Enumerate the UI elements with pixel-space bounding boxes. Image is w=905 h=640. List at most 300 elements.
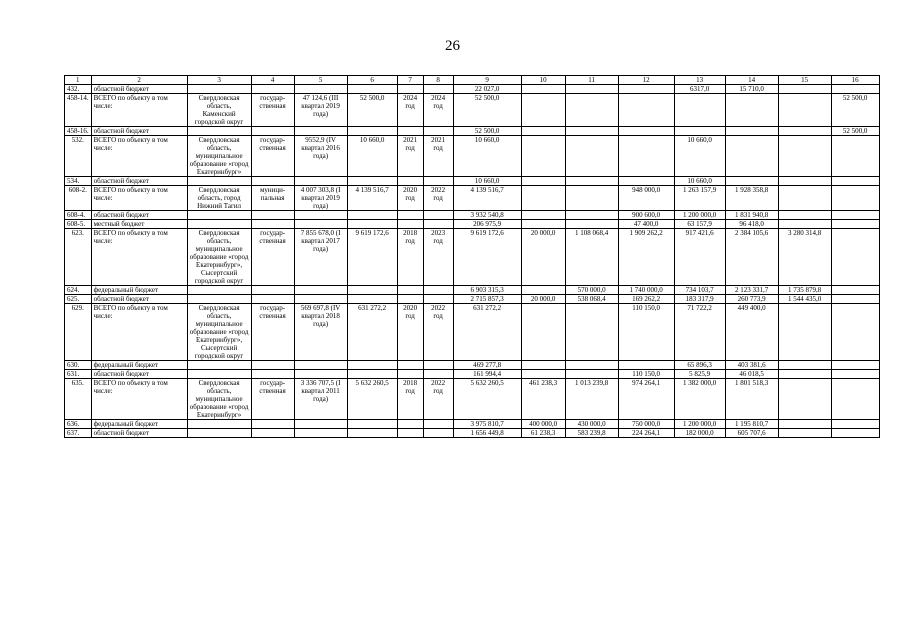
table-cell bbox=[565, 304, 618, 361]
table-cell bbox=[187, 420, 251, 429]
table-cell: 2022 год bbox=[423, 379, 453, 420]
table-cell bbox=[187, 429, 251, 438]
column-header: 3 bbox=[187, 76, 251, 85]
table-cell: 538 068,4 bbox=[565, 295, 618, 304]
table-cell bbox=[423, 286, 453, 295]
table-cell: 15 710,0 bbox=[725, 85, 778, 94]
table-cell bbox=[251, 370, 294, 379]
table-cell: 608-4. bbox=[65, 211, 92, 220]
table-cell bbox=[778, 379, 831, 420]
table-cell: ВСЕГО по объекту в том числе: bbox=[91, 304, 187, 361]
table-cell: Свердловская область, город Нижний Тагил bbox=[187, 186, 251, 211]
column-header: 6 bbox=[347, 76, 397, 85]
table-cell: ВСЕГО по объекту в том числе: bbox=[91, 136, 187, 177]
table-cell bbox=[778, 85, 831, 94]
column-header: 16 bbox=[831, 76, 879, 85]
table-cell: 1 831 940,8 bbox=[725, 211, 778, 220]
table-cell: ВСЕГО по объекту в том числе: bbox=[91, 186, 187, 211]
budget-source-row bbox=[65, 286, 880, 295]
table-cell: 2021 год bbox=[423, 136, 453, 177]
table-cell: 2021 год bbox=[397, 136, 423, 177]
table-cell: 637. bbox=[65, 429, 92, 438]
table-cell: 4 007 303,8 (I квартал 2019 года) bbox=[294, 186, 347, 211]
table-cell bbox=[347, 361, 397, 370]
table-cell: 4 139 516,7 bbox=[453, 186, 521, 211]
table-cell: Свердловская область, муниципальное образование «город Екатеринбург», Сысертский городской округ bbox=[187, 229, 251, 286]
column-header: 1 bbox=[65, 76, 92, 85]
table-cell bbox=[251, 420, 294, 429]
table-cell: 2018 год bbox=[397, 229, 423, 286]
table-cell: 630. bbox=[65, 361, 92, 370]
table-cell: областной бюджет bbox=[91, 370, 187, 379]
object-total-row bbox=[65, 186, 880, 211]
table-cell: 2020 год bbox=[397, 186, 423, 211]
table-cell: 948 000,0 bbox=[618, 186, 674, 211]
table-cell bbox=[294, 220, 347, 229]
table-cell bbox=[294, 85, 347, 94]
table-cell: 624. bbox=[65, 286, 92, 295]
table-cell bbox=[294, 127, 347, 136]
table-cell bbox=[831, 379, 879, 420]
table-cell: 1 200 000,0 bbox=[674, 211, 725, 220]
table-cell bbox=[831, 420, 879, 429]
table-cell: 631. bbox=[65, 370, 92, 379]
table-cell bbox=[521, 177, 565, 186]
table-cell: федеральный бюджет bbox=[91, 286, 187, 295]
table-cell bbox=[251, 429, 294, 438]
table-cell bbox=[521, 370, 565, 379]
table-cell: 570 000,0 bbox=[565, 286, 618, 295]
table-cell bbox=[521, 186, 565, 211]
budget-source-row bbox=[65, 295, 880, 304]
table-cell: 10 660,0 bbox=[347, 136, 397, 177]
table-cell bbox=[187, 211, 251, 220]
table-cell bbox=[778, 136, 831, 177]
table-cell bbox=[294, 211, 347, 220]
table-cell: областной бюджет bbox=[91, 177, 187, 186]
table-cell: областной бюджет bbox=[91, 295, 187, 304]
table-cell bbox=[397, 361, 423, 370]
column-header: 15 bbox=[778, 76, 831, 85]
table-cell bbox=[423, 429, 453, 438]
table-cell: 608-2. bbox=[65, 186, 92, 211]
table-cell bbox=[565, 136, 618, 177]
table-cell bbox=[251, 211, 294, 220]
table-cell: 63 157,9 bbox=[674, 220, 725, 229]
table-cell: 2024 год bbox=[423, 94, 453, 127]
table-cell: 2 123 331,7 bbox=[725, 286, 778, 295]
column-header: 13 bbox=[674, 76, 725, 85]
table-cell bbox=[831, 85, 879, 94]
column-header: 10 bbox=[521, 76, 565, 85]
table-cell bbox=[778, 370, 831, 379]
table-cell bbox=[778, 177, 831, 186]
table-cell: 631 272,2 bbox=[347, 304, 397, 361]
table-cell: 1 195 810,7 bbox=[725, 420, 778, 429]
table-cell: 2 384 105,6 bbox=[725, 229, 778, 286]
table-cell: 6 903 315,3 bbox=[453, 286, 521, 295]
table-cell bbox=[347, 127, 397, 136]
table-cell bbox=[397, 211, 423, 220]
table-cell: 10 660,0 bbox=[453, 177, 521, 186]
table-cell bbox=[778, 94, 831, 127]
table-cell: 47 124,6 (III квартал 2019 года) bbox=[294, 94, 347, 127]
page-number: 26 bbox=[445, 38, 460, 54]
table-cell bbox=[831, 177, 879, 186]
table-cell: областной бюджет bbox=[91, 429, 187, 438]
table-cell bbox=[251, 177, 294, 186]
table-cell bbox=[778, 361, 831, 370]
table-cell: государ-ственная bbox=[251, 94, 294, 127]
table-cell bbox=[565, 85, 618, 94]
budget-source-row bbox=[65, 429, 880, 438]
budget-source-row bbox=[65, 370, 880, 379]
table-cell: 22 027,0 bbox=[453, 85, 521, 94]
column-header: 5 bbox=[294, 76, 347, 85]
table-cell: 161 994,4 bbox=[453, 370, 521, 379]
table-cell: 1 740 000,0 bbox=[618, 286, 674, 295]
table-cell: 6317,0 bbox=[674, 85, 725, 94]
table-cell: 1 544 435,0 bbox=[778, 295, 831, 304]
table-cell: 458-14. bbox=[65, 94, 92, 127]
table-cell: 3 280 314,8 bbox=[778, 229, 831, 286]
table-cell bbox=[187, 220, 251, 229]
table-cell bbox=[294, 429, 347, 438]
table-cell bbox=[187, 295, 251, 304]
table-cell: 623. bbox=[65, 229, 92, 286]
table-cell bbox=[251, 85, 294, 94]
table-cell: 750 000,0 bbox=[618, 420, 674, 429]
table-cell: 1 263 157,9 bbox=[674, 186, 725, 211]
table-cell bbox=[618, 177, 674, 186]
table-cell: 52 500,0 bbox=[831, 94, 879, 127]
table-cell bbox=[778, 304, 831, 361]
table-cell: 183 317,9 bbox=[674, 295, 725, 304]
table-cell: 1 735 879,8 bbox=[778, 286, 831, 295]
table-cell bbox=[831, 136, 879, 177]
table-cell bbox=[521, 361, 565, 370]
table-cell: 2020 год bbox=[397, 304, 423, 361]
table-cell bbox=[294, 177, 347, 186]
table-cell bbox=[251, 286, 294, 295]
table-cell bbox=[423, 127, 453, 136]
table-cell: 3 932 540,8 bbox=[453, 211, 521, 220]
table-cell bbox=[423, 370, 453, 379]
table-cell bbox=[725, 127, 778, 136]
table-cell bbox=[521, 304, 565, 361]
table-cell bbox=[423, 220, 453, 229]
table-cell bbox=[831, 429, 879, 438]
table-cell bbox=[347, 370, 397, 379]
table-cell bbox=[187, 85, 251, 94]
table-cell bbox=[565, 127, 618, 136]
table-cell: 449 400,0 bbox=[725, 304, 778, 361]
table-cell: 458-16. bbox=[65, 127, 92, 136]
table-cell bbox=[423, 85, 453, 94]
table-cell bbox=[251, 361, 294, 370]
table-cell bbox=[521, 94, 565, 127]
table-cell bbox=[187, 127, 251, 136]
budget-source-row bbox=[65, 361, 880, 370]
table-cell: 224 264,1 bbox=[618, 429, 674, 438]
budget-source-row bbox=[65, 177, 880, 186]
table-cell: 469 277,8 bbox=[453, 361, 521, 370]
budget-source-row bbox=[65, 127, 880, 136]
table-cell: 2023 год bbox=[423, 229, 453, 286]
table-cell bbox=[778, 420, 831, 429]
budget-table bbox=[64, 75, 880, 438]
table-cell: 900 600,0 bbox=[618, 211, 674, 220]
table-cell bbox=[521, 85, 565, 94]
object-total-row bbox=[65, 304, 880, 361]
table-cell: областной бюджет bbox=[91, 85, 187, 94]
table-cell: 430 000,0 bbox=[565, 420, 618, 429]
table-cell bbox=[618, 136, 674, 177]
table-cell: 1 801 518,3 bbox=[725, 379, 778, 420]
table-cell: Свердловская область, муниципальное образование «город Екатеринбург» bbox=[187, 136, 251, 177]
table-cell: 3 336 707,5 (I квартал 2011 года) bbox=[294, 379, 347, 420]
table-cell: 46 018,5 bbox=[725, 370, 778, 379]
table-cell bbox=[831, 211, 879, 220]
table-cell bbox=[347, 429, 397, 438]
table-cell: 1 013 239,8 bbox=[565, 379, 618, 420]
table-cell: 52 500,0 bbox=[831, 127, 879, 136]
table-cell: 61 238,3 bbox=[521, 429, 565, 438]
table-cell: 10 660,0 bbox=[674, 136, 725, 177]
table-cell: 3 975 810,7 bbox=[453, 420, 521, 429]
table-cell: 10 660,0 bbox=[674, 177, 725, 186]
table-cell: 635. bbox=[65, 379, 92, 420]
table-cell bbox=[778, 127, 831, 136]
table-cell bbox=[251, 220, 294, 229]
table-cell: 9 619 172,6 bbox=[453, 229, 521, 286]
table-cell: 52 500,0 bbox=[347, 94, 397, 127]
table-cell: 169 262,2 bbox=[618, 295, 674, 304]
table-cell bbox=[294, 286, 347, 295]
table-cell: 5 632 260,5 bbox=[347, 379, 397, 420]
table-cell: 5 632 260,5 bbox=[453, 379, 521, 420]
table-cell bbox=[423, 211, 453, 220]
table-cell bbox=[618, 361, 674, 370]
table-cell: 2022 год bbox=[423, 186, 453, 211]
table-cell bbox=[423, 420, 453, 429]
table-cell: 9552,9 (IV квартал 2016 года) bbox=[294, 136, 347, 177]
table-cell: государ-ственная bbox=[251, 379, 294, 420]
table-cell: федеральный бюджет bbox=[91, 361, 187, 370]
table-cell bbox=[565, 370, 618, 379]
table-cell: 636. bbox=[65, 420, 92, 429]
table-cell bbox=[397, 220, 423, 229]
table-cell bbox=[521, 211, 565, 220]
table-cell bbox=[831, 229, 879, 286]
table-cell: 2018 год bbox=[397, 379, 423, 420]
table-cell: 4 139 516,7 bbox=[347, 186, 397, 211]
table-cell: государ-ственная bbox=[251, 304, 294, 361]
table-cell: государ-ственная bbox=[251, 229, 294, 286]
budget-source-row bbox=[65, 211, 880, 220]
table-cell: 71 722,2 bbox=[674, 304, 725, 361]
table-cell bbox=[347, 286, 397, 295]
table-cell: государ-ственная bbox=[251, 136, 294, 177]
table-cell: 461 238,3 bbox=[521, 379, 565, 420]
table-cell bbox=[778, 429, 831, 438]
table-cell: 629. bbox=[65, 304, 92, 361]
table-cell bbox=[347, 220, 397, 229]
table-cell: ВСЕГО по объекту в том числе: bbox=[91, 94, 187, 127]
table-cell bbox=[831, 361, 879, 370]
table-cell bbox=[347, 295, 397, 304]
table-cell: областной бюджет bbox=[91, 211, 187, 220]
table-cell: ВСЕГО по объекту в том числе: bbox=[91, 229, 187, 286]
table-cell bbox=[674, 94, 725, 127]
table-cell bbox=[294, 420, 347, 429]
table-cell: муници-пальная bbox=[251, 186, 294, 211]
table-cell bbox=[187, 286, 251, 295]
table-cell bbox=[187, 361, 251, 370]
table-cell: 569 697,8 (IV квартал 2018 года) bbox=[294, 304, 347, 361]
column-header: 8 bbox=[423, 76, 453, 85]
table-cell bbox=[397, 177, 423, 186]
column-header: 9 bbox=[453, 76, 521, 85]
table-cell: 1 382 000,0 bbox=[674, 379, 725, 420]
table-cell: 182 000,0 bbox=[674, 429, 725, 438]
table-cell: 605 707,6 bbox=[725, 429, 778, 438]
table-cell bbox=[397, 286, 423, 295]
table-cell bbox=[347, 211, 397, 220]
table-cell bbox=[725, 94, 778, 127]
table-cell bbox=[521, 220, 565, 229]
table-cell bbox=[294, 295, 347, 304]
table-cell: 2024 год bbox=[397, 94, 423, 127]
table-cell: 631 272,2 bbox=[453, 304, 521, 361]
table-cell: 2 715 857,3 bbox=[453, 295, 521, 304]
table-cell bbox=[565, 177, 618, 186]
table-cell bbox=[725, 177, 778, 186]
table-cell: 110 150,0 bbox=[618, 304, 674, 361]
table-cell bbox=[397, 370, 423, 379]
budget-source-row bbox=[65, 420, 880, 429]
table-cell: 7 855 678,0 (I квартал 2017 года) bbox=[294, 229, 347, 286]
table-cell: 1 108 068,4 bbox=[565, 229, 618, 286]
column-header: 12 bbox=[618, 76, 674, 85]
table-cell: 532. bbox=[65, 136, 92, 177]
table-cell bbox=[831, 220, 879, 229]
table-cell bbox=[397, 295, 423, 304]
table-cell bbox=[347, 85, 397, 94]
table-cell bbox=[187, 177, 251, 186]
column-header: 14 bbox=[725, 76, 778, 85]
table-cell bbox=[831, 286, 879, 295]
table-cell bbox=[618, 85, 674, 94]
table-cell bbox=[423, 177, 453, 186]
table-cell bbox=[397, 127, 423, 136]
table-cell bbox=[521, 286, 565, 295]
table-cell bbox=[778, 211, 831, 220]
table-cell bbox=[674, 127, 725, 136]
budget-source-row bbox=[65, 220, 880, 229]
table-cell: федеральный бюджет bbox=[91, 420, 187, 429]
table-cell: 96 418,0 bbox=[725, 220, 778, 229]
table-cell: 1 928 358,8 bbox=[725, 186, 778, 211]
column-header: 11 bbox=[565, 76, 618, 85]
table-cell bbox=[565, 94, 618, 127]
table-cell bbox=[618, 94, 674, 127]
table-cell: 432. bbox=[65, 85, 92, 94]
table-cell bbox=[521, 127, 565, 136]
table-cell: 2022 год bbox=[423, 304, 453, 361]
table-cell bbox=[347, 420, 397, 429]
table-cell: 400 000,0 bbox=[521, 420, 565, 429]
budget-source-row bbox=[65, 85, 880, 94]
table-cell: 47 400,0 bbox=[618, 220, 674, 229]
table-cell: 52 500,0 bbox=[453, 127, 521, 136]
table-cell: 974 264,1 bbox=[618, 379, 674, 420]
column-header: 4 bbox=[251, 76, 294, 85]
table-cell bbox=[618, 127, 674, 136]
column-header: 7 bbox=[397, 76, 423, 85]
table-cell: 608-5. bbox=[65, 220, 92, 229]
table-cell bbox=[831, 186, 879, 211]
table-cell: 20 000,0 bbox=[521, 229, 565, 286]
table-cell: Свердловская область, Каменский городской округ bbox=[187, 94, 251, 127]
table-cell bbox=[778, 186, 831, 211]
table-cell bbox=[565, 361, 618, 370]
table-cell: Свердловская область, муниципальное образование «город Екатеринбург» bbox=[187, 379, 251, 420]
table-cell: 1 656 449,8 bbox=[453, 429, 521, 438]
table-cell: 534. bbox=[65, 177, 92, 186]
table-cell bbox=[831, 370, 879, 379]
table-cell bbox=[831, 295, 879, 304]
table-cell bbox=[294, 370, 347, 379]
table-cell bbox=[565, 186, 618, 211]
table-cell bbox=[778, 220, 831, 229]
table-cell: 20 000,0 bbox=[521, 295, 565, 304]
table-cell bbox=[397, 420, 423, 429]
table-header-row bbox=[65, 76, 880, 85]
table-cell bbox=[347, 177, 397, 186]
table-cell: 403 381,6 bbox=[725, 361, 778, 370]
table-cell: Свердловская область, муниципальное образование «город Екатеринбург», Сысертский городской округ bbox=[187, 304, 251, 361]
table-cell: 260 773,9 bbox=[725, 295, 778, 304]
table-cell: 583 239,8 bbox=[565, 429, 618, 438]
table-cell: 1 200 000,0 bbox=[674, 420, 725, 429]
object-total-row bbox=[65, 94, 880, 127]
column-header: 2 bbox=[91, 76, 187, 85]
table-cell bbox=[187, 370, 251, 379]
table-cell bbox=[423, 295, 453, 304]
object-total-row bbox=[65, 229, 880, 286]
table-cell bbox=[397, 429, 423, 438]
table-cell: 52 500,0 bbox=[453, 94, 521, 127]
table-cell: местный бюджет bbox=[91, 220, 187, 229]
table-cell bbox=[725, 136, 778, 177]
object-total-row bbox=[65, 136, 880, 177]
table-cell: 917 421,6 bbox=[674, 229, 725, 286]
table-cell bbox=[521, 136, 565, 177]
table-cell bbox=[423, 361, 453, 370]
table-cell: 734 103,7 bbox=[674, 286, 725, 295]
table-cell: 110 150,0 bbox=[618, 370, 674, 379]
object-total-row bbox=[65, 379, 880, 420]
table-cell: 5 825,9 bbox=[674, 370, 725, 379]
table-cell: 1 909 262,2 bbox=[618, 229, 674, 286]
table-cell bbox=[251, 127, 294, 136]
table-cell: 10 660,0 bbox=[453, 136, 521, 177]
table-cell: 9 619 172,6 bbox=[347, 229, 397, 286]
table-cell bbox=[565, 211, 618, 220]
table-cell: 625. bbox=[65, 295, 92, 304]
table-cell: областной бюджет bbox=[91, 127, 187, 136]
